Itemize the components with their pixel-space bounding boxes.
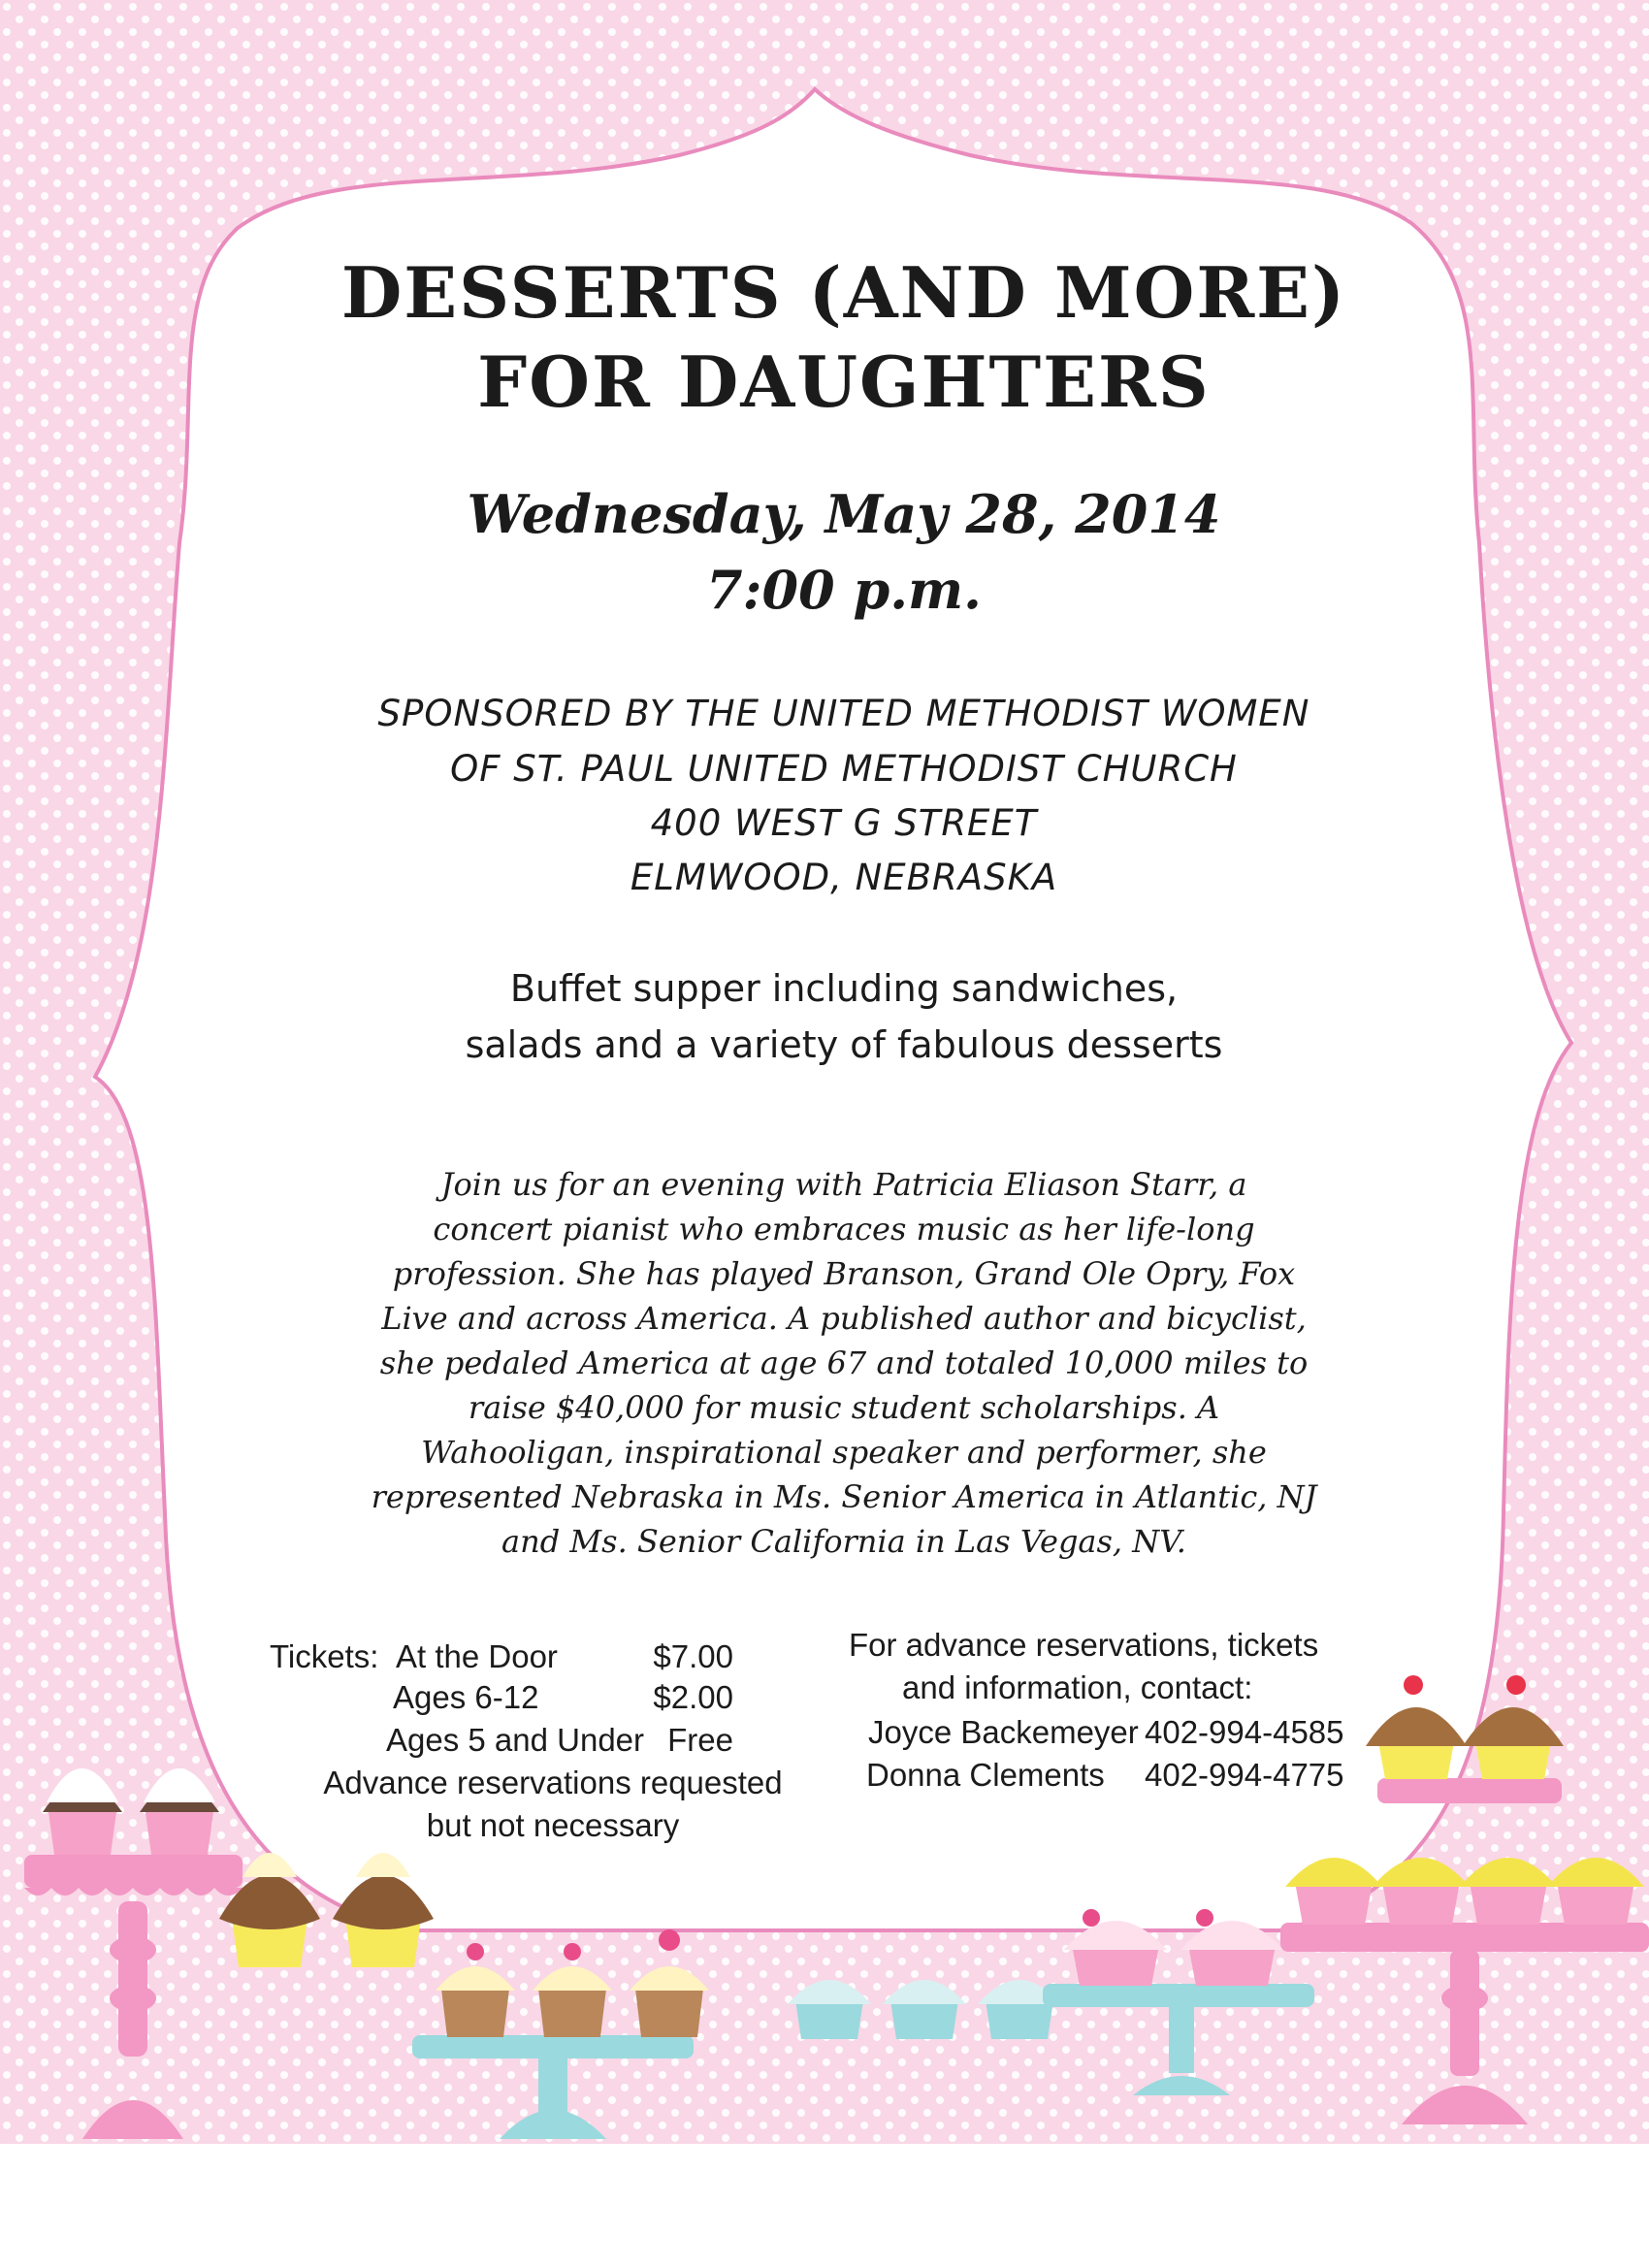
buffet-line-1: Buffet supper including sandwiches, xyxy=(509,967,1179,1010)
event-date: Wednesday, May 28, 2014 xyxy=(467,483,1221,545)
ticket-name: Ages 5 and Under xyxy=(386,1722,645,1758)
bio-line: and Ms. Senior California in Las Vegas, NV. xyxy=(501,1523,1186,1560)
bio-line: concert pianist who embraces music as her life-long xyxy=(433,1211,1255,1247)
tickets-note-1: Advance reservations requested xyxy=(323,1765,783,1800)
ticket-price: Free xyxy=(667,1722,733,1758)
contact-phone: 402-994-4585 xyxy=(1145,1714,1344,1750)
ticket-price: $7.00 xyxy=(653,1638,733,1674)
sponsor-line-4: ELMWOOD, NEBRASKA xyxy=(630,857,1058,898)
bio-line: profession. She has played Branson, Grand Ole Opry, Fox xyxy=(392,1255,1296,1292)
bio-line: raise $40,000 for music student scholarships. A xyxy=(468,1389,1220,1426)
bio-line: she pedaled America at age 67 and totaled 10,000 miles to xyxy=(379,1345,1309,1381)
ticket-name: Ages 6-12 xyxy=(393,1679,539,1715)
contact-name: Joyce Backemeyer xyxy=(868,1714,1139,1750)
ticket-price: $2.00 xyxy=(653,1679,733,1715)
tickets-label: Tickets: xyxy=(270,1638,379,1674)
sponsor-line-3: 400 WEST G STREET xyxy=(650,802,1038,844)
event-time: 7:00 p.m. xyxy=(706,559,982,621)
bio-line: Live and across America. A published author and bicyclist, xyxy=(381,1300,1307,1337)
sponsor-line-2: OF ST. PAUL UNITED METHODIST CHURCH xyxy=(450,748,1238,790)
tickets-note-2: but not necessary xyxy=(426,1807,680,1843)
bio-line: Wahooligan, inspirational speaker and performer, she xyxy=(421,1434,1267,1471)
sponsor-line-1: SPONSORED BY THE UNITED METHODIST WOMEN xyxy=(377,693,1310,734)
contact-name: Donna Clements xyxy=(866,1757,1105,1793)
contact-phone: 402-994-4775 xyxy=(1145,1757,1344,1793)
title-line-2: FOR DAUGHTERS xyxy=(477,340,1211,423)
contact-intro-2: and information, contact: xyxy=(902,1669,1253,1705)
teal-cupcakes-illustration xyxy=(788,1980,1061,2039)
bio-line: represented Nebraska in Ms. Senior America in Atlantic, NJ xyxy=(371,1478,1317,1515)
bio-line: Join us for an evening with Patricia Eliason Starr, a xyxy=(440,1166,1247,1203)
buffet-line-2: salads and a variety of fabulous desserts xyxy=(465,1023,1223,1066)
contact-intro-1: For advance reservations, tickets xyxy=(849,1627,1319,1663)
title-line-1: DESSERTS (AND MORE) xyxy=(340,251,1347,334)
ticket-name: At the Door xyxy=(396,1638,558,1674)
